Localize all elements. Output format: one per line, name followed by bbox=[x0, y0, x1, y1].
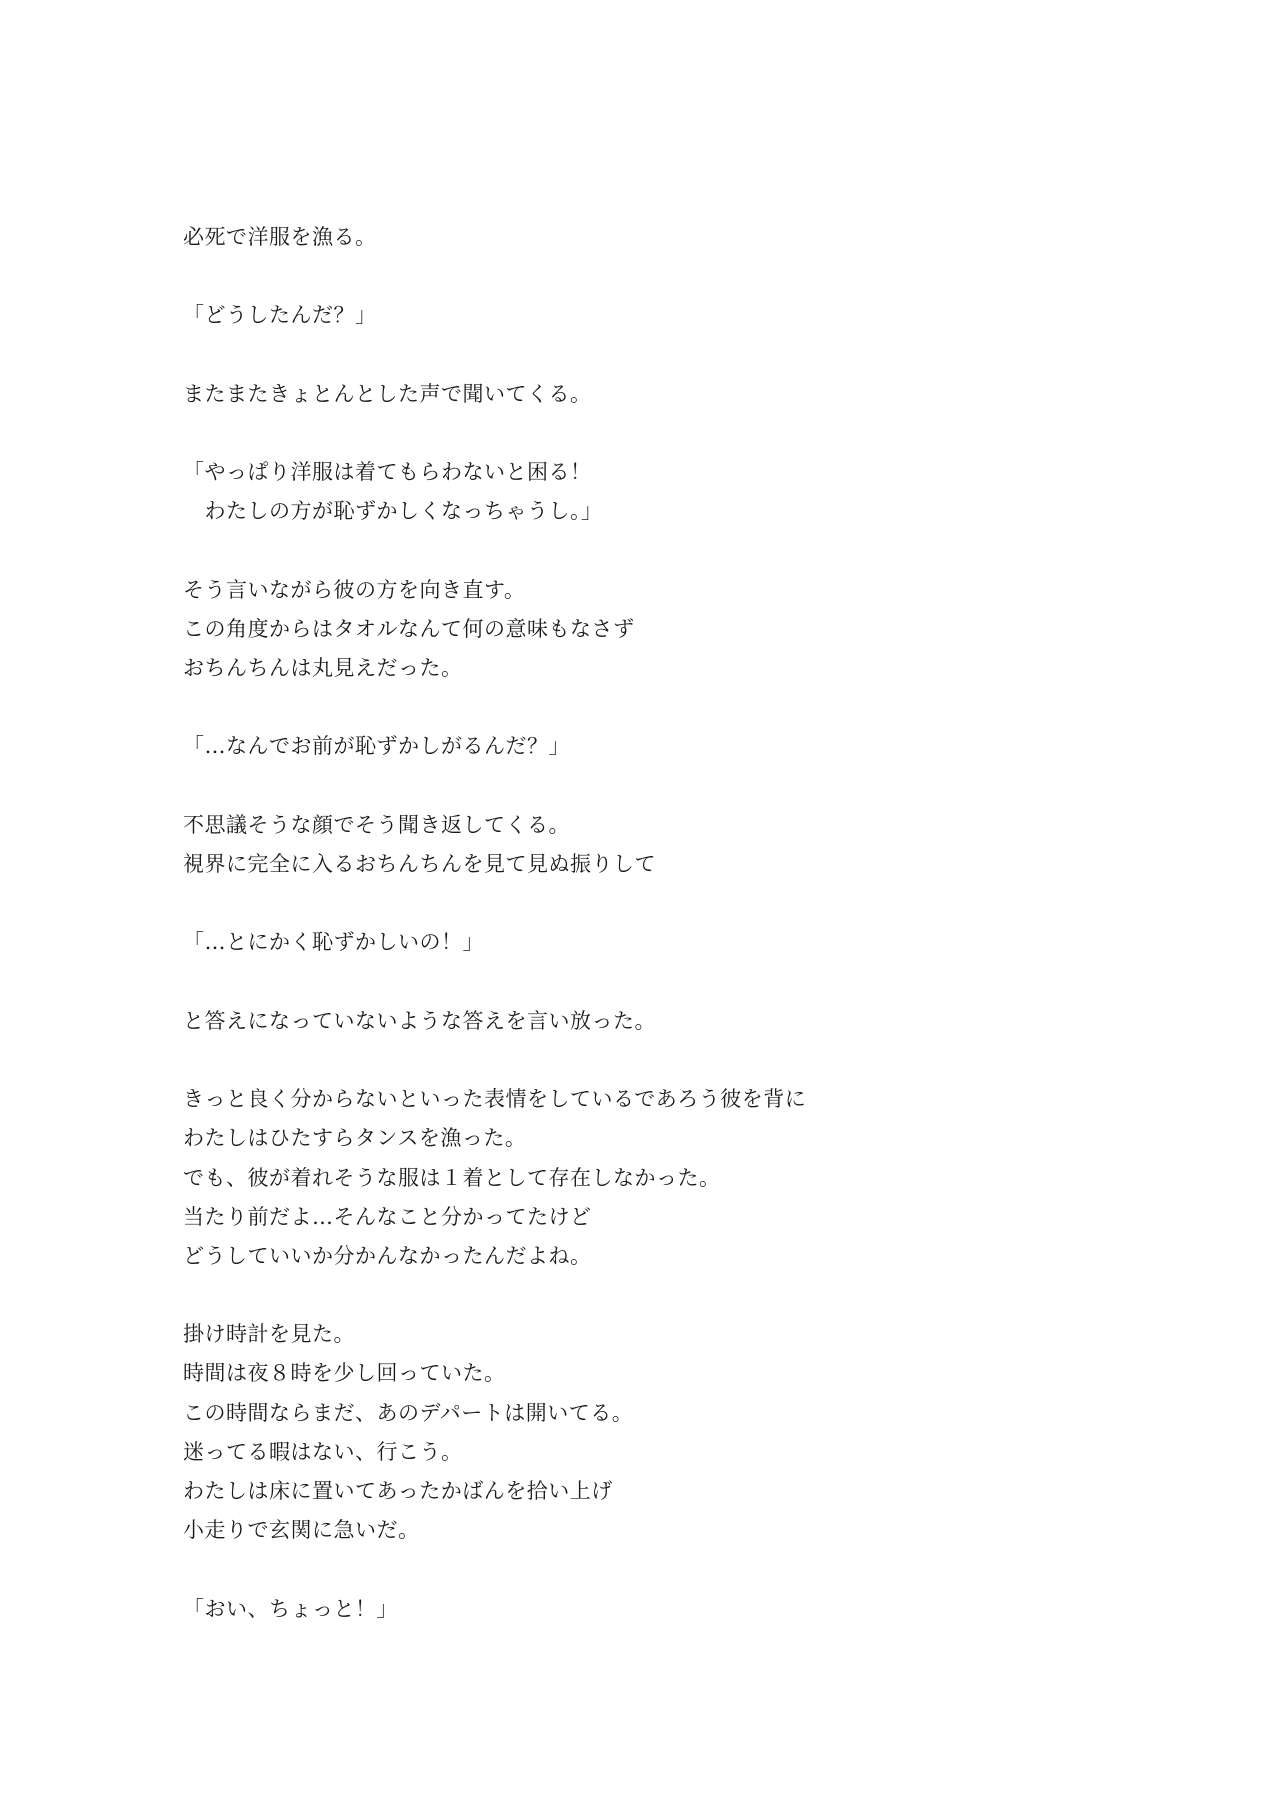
text-line: この角度からはタオルなんて何の意味もなさず bbox=[183, 616, 635, 641]
text-line: どうしていいか分かんなかったんだよね。 bbox=[183, 1243, 592, 1268]
paragraph-break bbox=[183, 336, 1133, 375]
text-line: わたしの方が恥ずかしくなっちゃうし。」 bbox=[183, 499, 603, 524]
text-line: 小走りで玄関に急いだ。 bbox=[183, 1518, 420, 1543]
text-line: わたしは床に置いてあったかばんを拾い上げ bbox=[183, 1479, 613, 1503]
text-line: 視界に完全に入るおちんちんを見て見ぬ振りして bbox=[183, 852, 656, 876]
paragraph-break bbox=[183, 1041, 1133, 1080]
text-line: 迷ってる暇はない、行こう。 bbox=[183, 1439, 463, 1464]
paragraph-break bbox=[183, 688, 1133, 727]
text-line: この時間ならまだ、あのデパートは開いてる。 bbox=[183, 1400, 634, 1425]
paragraph-break bbox=[183, 884, 1133, 923]
story-text bbox=[183, 218, 1133, 1629]
text-line: でも、彼が着れそうな服は１着として存在しなかった。 bbox=[183, 1165, 721, 1190]
text-line: そう言いながら彼の方を向き直す。 bbox=[183, 577, 526, 602]
paragraph-break bbox=[183, 257, 1133, 296]
paragraph-break bbox=[183, 414, 1133, 453]
text-line: 「やっぱり洋服は着てもらわないと困る！ bbox=[183, 460, 592, 485]
text-line: 不思議そうな顔でそう聞き返してくる。 bbox=[183, 812, 570, 837]
text-line: 「…なんでお前が恥ずかしがるんだ？」 bbox=[183, 734, 570, 759]
text-line: 「…とにかく恥ずかしいの！」 bbox=[183, 930, 484, 955]
text-line: 「どうしたんだ？」 bbox=[183, 303, 377, 328]
text-line: わたしはひたすらタンスを漁った。 bbox=[183, 1126, 527, 1151]
text-line: と答えになっていないような答えを言い放った。 bbox=[183, 1008, 656, 1033]
paragraph-break bbox=[183, 1550, 1133, 1589]
text-line: 当たり前だよ…そんなこと分かってたけど bbox=[183, 1204, 592, 1229]
paragraph-break bbox=[183, 1276, 1133, 1315]
text-line: 「おい、ちょっと！」 bbox=[183, 1596, 398, 1621]
text-line: 掛け時計を見た。 bbox=[183, 1322, 355, 1347]
text-line: 必死で洋服を漁る。 bbox=[183, 225, 377, 249]
text-line: きっと良く分からないといった表情をしているであろう彼を背に bbox=[183, 1087, 807, 1112]
text-line: おちんちんは丸見えだった。 bbox=[183, 656, 463, 681]
paragraph-break bbox=[183, 767, 1133, 806]
text-line: 時間は夜８時を少し回っていた。 bbox=[183, 1361, 506, 1386]
text-line: またまたきょとんとした声で聞いてくる。 bbox=[183, 381, 592, 406]
paragraph-break bbox=[183, 963, 1133, 1002]
paragraph-break bbox=[183, 532, 1133, 571]
